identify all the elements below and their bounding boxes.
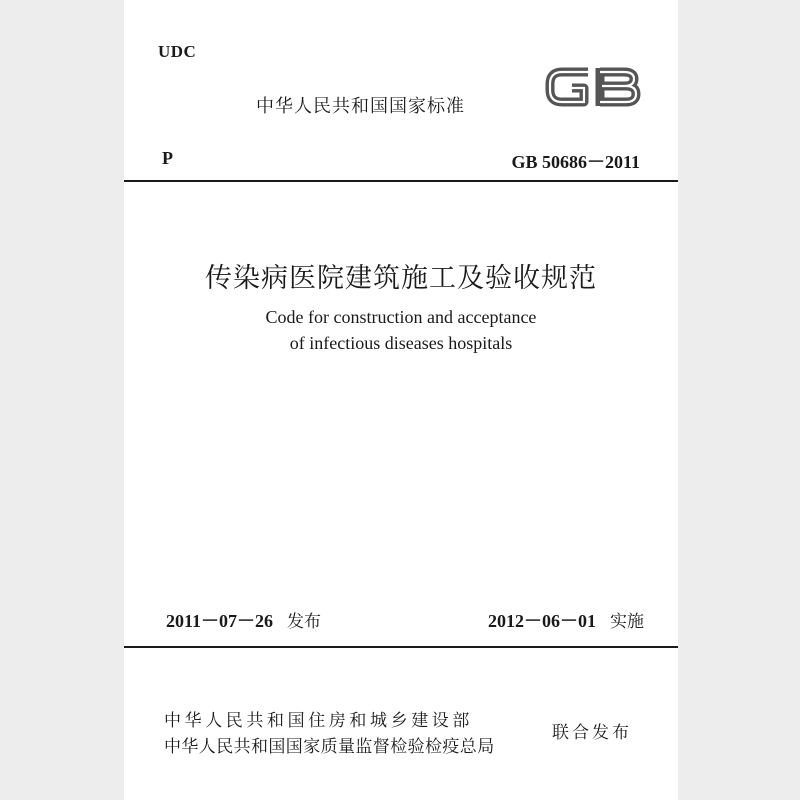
standard-number: GB 50686－2011 <box>511 152 640 172</box>
title-english-line-1: Code for construction and acceptance <box>265 307 537 327</box>
implementation-date: 2012－06－01 <box>488 611 596 631</box>
bottom-divider <box>124 646 678 648</box>
implementation-label: 实施 <box>610 612 644 632</box>
top-divider <box>124 180 678 182</box>
classification-code: P <box>162 148 173 168</box>
gb-logo-icon <box>544 62 642 112</box>
implementation-date-block <box>488 607 644 633</box>
issuer-ministry-housing: 中华人民共和国住房和城乡建设部 <box>164 711 473 731</box>
national-standard-heading: 中华人民共和国国家标准 <box>256 96 465 117</box>
title-chinese: 传染病医院建筑施工及验收规范 <box>205 263 597 294</box>
issue-label: 发布 <box>287 612 322 632</box>
udc-label: UDC <box>158 42 197 61</box>
issue-date: 2011－07－26 <box>166 611 274 631</box>
issue-date-block <box>166 607 321 633</box>
standard-cover-page <box>124 0 678 800</box>
joint-issue-label: 联合发布 <box>552 723 632 743</box>
title-english-line-2: of infectious diseases hospitals <box>289 333 513 353</box>
issuer-quality-supervision: 中华人民共和国国家质量监督检验检疫总局 <box>164 737 495 757</box>
